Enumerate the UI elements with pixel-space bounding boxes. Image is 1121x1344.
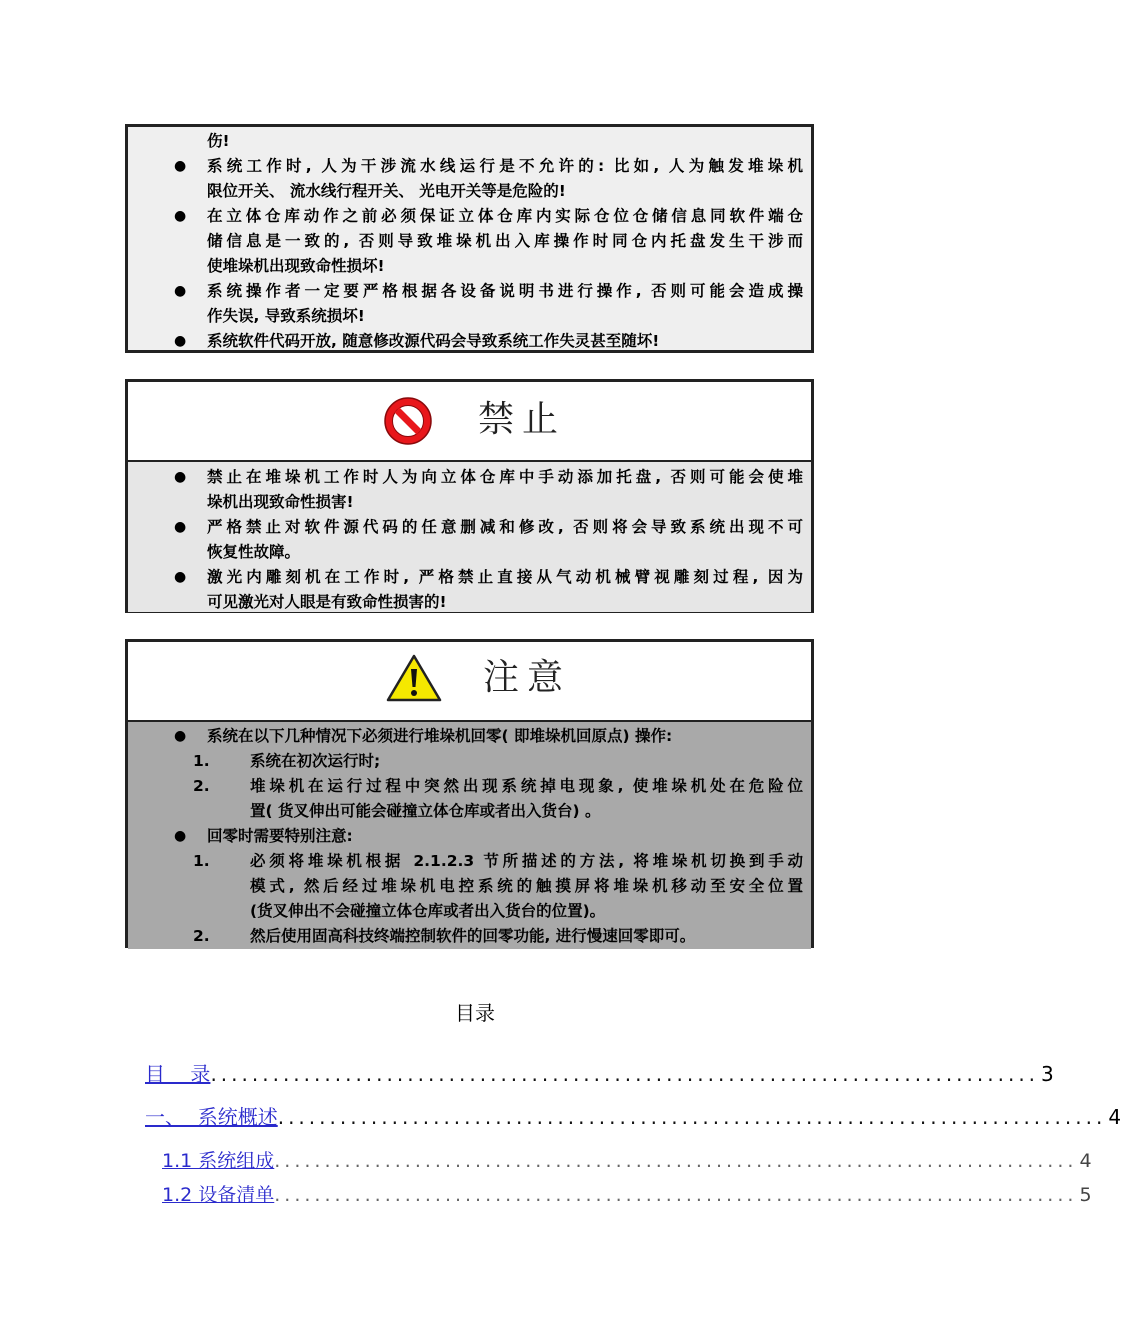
line-text: 限位开关、 流水线行程开关、 光电开关等是危险的! [207, 182, 566, 200]
toc-leader: ................................................................................ [210, 1062, 1040, 1086]
toc-page-number: 3 [1041, 1062, 1054, 1086]
caution-line [128, 749, 803, 774]
line-text: 伤! [207, 132, 230, 150]
toc-leader: ................................................................................ [274, 1150, 1078, 1172]
line-text: 系统工作时, 人为干涉流水线运行是不允许的: 比如, 人为触发堆垛机 [207, 157, 803, 175]
toc-entry[interactable] [145, 1059, 1054, 1089]
toc-entry[interactable] [145, 1102, 1121, 1132]
toc-link[interactable]: 1.1 系统组成 [162, 1150, 275, 1172]
warning-line [128, 129, 803, 154]
warning-line [128, 229, 803, 254]
warning-line [128, 279, 803, 304]
caution-line [128, 924, 803, 949]
caution-box [125, 639, 814, 948]
line-text: 恢复性故障。 [207, 543, 301, 561]
caution-body [128, 722, 811, 949]
line-text: 使堆垛机出现致命性损坏! [207, 257, 385, 275]
warning-line [128, 329, 803, 354]
toc-page-number: 4 [1108, 1105, 1121, 1129]
caution-line [128, 899, 803, 924]
line-text: 严格禁止对软件源代码的任意删减和修改, 否则将会导致系统出现不可 [207, 518, 803, 536]
toc-title: 目录 [455, 1001, 495, 1025]
toc-link[interactable]: 目 录 [145, 1062, 211, 1086]
caution-line [128, 799, 803, 824]
line-text: 系统操作者一定要严格根据各设备说明书进行操作, 否则可能会造成操 [207, 282, 803, 300]
caution-title: 注意 [483, 657, 572, 698]
bullet: ● [174, 828, 187, 844]
toc-page-number: 5 [1079, 1184, 1092, 1206]
prohibit-line [128, 565, 803, 590]
line-text: 系统软件代码开放, 随意修改源代码会导致系统工作失灵甚至随坏! [207, 332, 660, 350]
list-number: 2. [193, 777, 210, 795]
warning-line [128, 304, 803, 329]
toc-leader: ................................................................................ [277, 1105, 1107, 1129]
bullet: ● [174, 469, 187, 485]
bullet: ● [174, 333, 187, 349]
line-text: 必须将堆垛机根据 2.1.2.3 节所描述的方法, 将堆垛机切换到手动 [250, 852, 803, 870]
line-text: 堆垛机在运行过程中突然出现系统掉电现象, 使堆垛机处在危险位 [250, 777, 803, 795]
toc-leader: ................................................................................ [274, 1184, 1078, 1206]
caution-line [128, 849, 803, 874]
toc-page-number: 4 [1079, 1150, 1092, 1172]
prohibit-line [128, 540, 803, 565]
line-text: 储信息是一致的, 否则导致堆垛机出入库操作时同仓内托盘发生干涉而 [207, 232, 803, 250]
prohibition-icon [383, 396, 433, 446]
line-text: 作失误, 导致系统损坏! [207, 307, 365, 325]
line-text: 然后使用固高科技终端控制软件的回零功能, 进行慢速回零即可。 [250, 927, 696, 945]
line-text: 模式, 然后经过堆垛机电控系统的触摸屏将堆垛机移动至安全位置 [250, 877, 803, 895]
prohibit-line [128, 465, 803, 490]
bullet: ● [174, 208, 187, 224]
warning-line [128, 204, 803, 229]
line-text: 激光内雕刻机在工作时, 严格禁止直接从气动机械臂视雕刻过程, 因为 [207, 568, 803, 586]
warning-line [128, 154, 803, 179]
caution-header [128, 642, 811, 722]
line-text: 可见激光对人眼是有致命性损害的! [207, 593, 447, 611]
line-text: 禁止在堆垛机工作时人为向立体仓库中手动添加托盘, 否则可能会使堆 [207, 468, 803, 486]
bullet: ● [174, 569, 187, 585]
line-text: 垛机出现致命性损害! [207, 493, 354, 511]
prohibit-line [128, 590, 803, 615]
list-number: 2. [193, 927, 210, 945]
bullet: ● [174, 519, 187, 535]
warning-line [128, 254, 803, 279]
list-number: 1. [193, 752, 210, 770]
line-text: 置( 货叉伸出可能会碰撞立体仓库或者出入货台) 。 [250, 802, 601, 820]
prohibit-header [128, 382, 811, 462]
warning-box [125, 124, 814, 353]
line-text: (货叉伸出不会碰撞立体仓库或者出入货台的位置)。 [250, 902, 606, 920]
toc-entry[interactable] [162, 1146, 1092, 1176]
line-text: 系统在以下几种情况下必须进行堆垛机回零( 即堆垛机回原点) 操作: [207, 727, 673, 745]
prohibit-title: 禁止 [478, 399, 567, 440]
toc-link[interactable]: 1.2 设备清单 [162, 1184, 275, 1206]
bullet: ● [174, 728, 187, 744]
prohibit-box [125, 379, 814, 613]
line-text: 系统在初次运行时; [250, 752, 381, 770]
warning-triangle-icon [386, 652, 442, 704]
prohibit-body [128, 462, 811, 612]
prohibit-line [128, 515, 803, 540]
caution-line [128, 774, 803, 799]
toc-entry[interactable] [162, 1180, 1092, 1210]
line-text: 回零时需要特别注意: [207, 827, 353, 845]
line-text: 在立体仓库动作之前必须保证立体仓库内实际仓位仓储信息同软件端仓 [207, 207, 803, 225]
caution-line [128, 874, 803, 899]
bullet: ● [174, 158, 187, 174]
bullet: ● [174, 283, 187, 299]
caution-line [128, 824, 803, 849]
prohibit-line [128, 490, 803, 515]
toc-link[interactable]: 一、 系统概述 [145, 1105, 278, 1129]
warning-line [128, 179, 803, 204]
list-number: 1. [193, 852, 210, 870]
caution-line [128, 724, 803, 749]
